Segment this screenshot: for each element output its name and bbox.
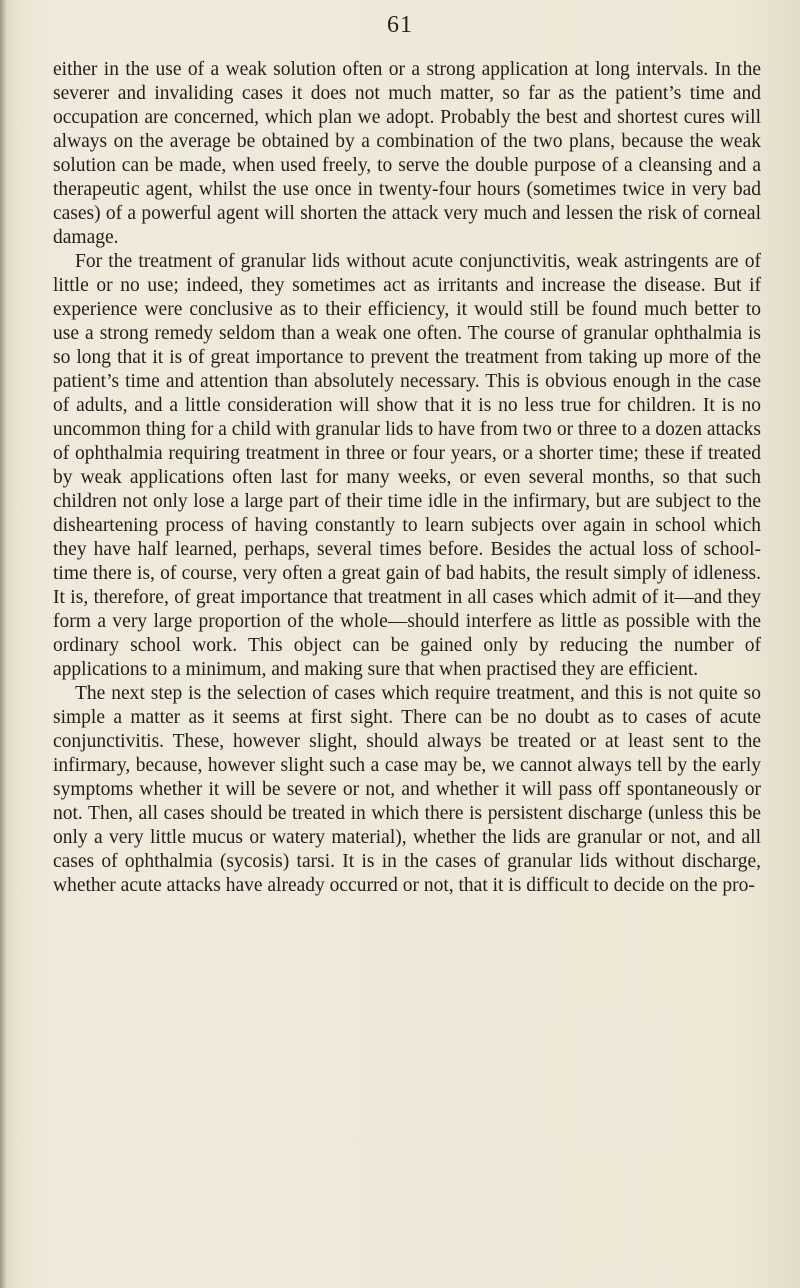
body-text xyxy=(53,58,761,898)
paragraph-continued: either in the use of a weak solution often or a strong application at long intervals. In the severer and invaliding cases it does not much matter, so far as the patient’s time and occupation are concerned, which plan we adopt. Probably the best and shortest cures will always on the average be obtained by a combination of the two plans, because the weak solution can be made, when used freely, to serve the double purpose of a cleansing and a therapeutic agent, whilst the use once in twenty-four hours (sometimes twice in very bad cases) of a powerful agent will shorten the attack very much and lessen the risk of corneal damage. xyxy=(53,59,761,248)
paragraph-granular-lids: For the treatment of granular lids without acute conjunctivitis, weak astringents are of little or no use; indeed, they sometimes act as irritants and increase the disease. But if experience were conclusive as to their efficiency, it would still be found much better to use a strong remedy seldom than a weak one often. The course of granular ophthalmia is so long that it is of great importance to prevent the treatment from taking up more of the patient’s time and attention than absolutely necessary. This is obvious enough in the case of adults, and a little consideration will show that it is no less true for children. It is no uncommon thing for a child with granular lids to have from two or three to a dozen attacks of ophthalmia requiring treatment in three or four years, or a shorter time; these if treated by weak applications often last for many weeks, or even several months, so that such children not only lose a large part of their time idle in the infirmary, but are subject to the disheartening process of having constantly to learn subjects over again in school which they have half learned, perhaps, several times before. Besides the actual loss of school-time there is, of course, very often a great gain of bad habits, the result simply of idleness. It is, therefore, of great importance that treatment in all cases which admit of it—and they form a very large proportion of the whole—should interfere as little as possible with the ordinary school work. This object can be gained only by reducing the number of applications to a minimum, and making sure that when practised they are efficient. xyxy=(53,251,761,680)
page-number: 61 xyxy=(387,12,413,38)
paragraph-case-selection: The next step is the selection of cases which require treatment, and this is not quite so simple a matter as it seems at first sight. There can be no doubt as to cases of acute conjunctivitis. These, however slight, should always be treated or at least sent to the infirmary, because, however slight such a case may be, we cannot always tell by the early symptoms whether it will be severe or not, and whether it will pass off spontaneously or not. Then, all cases should be treated in which there is persistent discharge (unless this be only a very little mucus or watery material), whether the lids are granular or not, and all cases of ophthalmia (sycosis) tarsi. It is in the cases of granular lids without discharge, whether acute attacks have already occurred or not, that it is difficult to decide on the pro- xyxy=(53,683,761,896)
page-binding-edge xyxy=(0,0,6,1288)
